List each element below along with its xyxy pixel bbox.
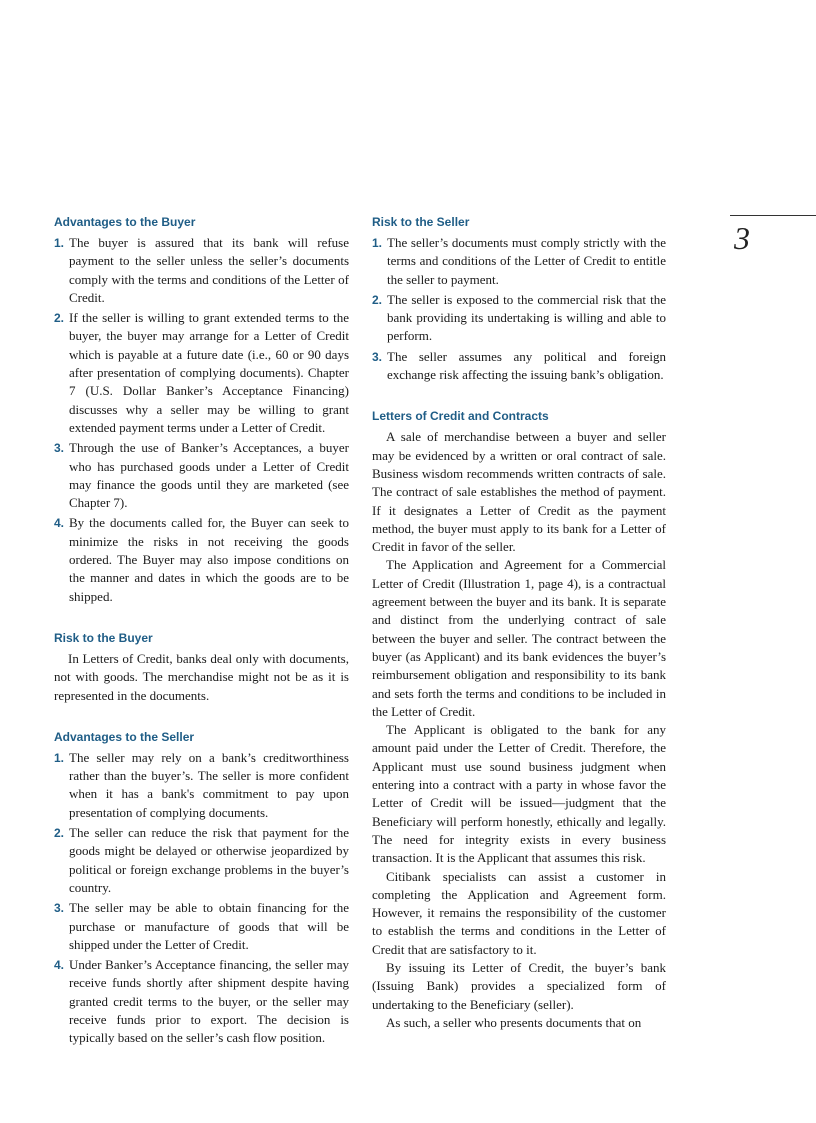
section-risk-seller (372, 214, 666, 384)
section-loc-contracts (372, 408, 666, 1032)
item-number: 1. (54, 750, 65, 765)
item-number: 2. (54, 311, 65, 326)
item-text: The seller may be able to obtain financing for the purchase or manufacture of goods that will be shipped under the Letter of Credit. (69, 900, 349, 952)
item-text: The seller can reduce the risk that payment for the goods might be delayed or otherwise jeopardized by political or foreign exchange problems in the buyer’s country. (69, 825, 349, 895)
list-item (372, 291, 666, 346)
list-item (54, 956, 349, 1047)
item-text: The seller assumes any political and foreign exchange risk affecting the issuing bank’s obligation. (387, 348, 666, 383)
list-item (54, 234, 349, 307)
list-item (372, 234, 666, 289)
list-item (54, 439, 349, 512)
item-text: Through the use of Banker’s Acceptances, a buyer who has purchased goods under a Letter of Credit may finance the goods until they are marketed (see Chapter 7). (69, 440, 349, 511)
section-heading: Risk to the Seller (372, 215, 470, 229)
item-text: If the seller is willing to grant extended terms to the buyer, the buyer may arrange for a Letter of Credit which is payable at a future date (i.e., 60 or 90 days after presentation of complying documents). Chapter 7 (U.S. Dollar Banker’s Acceptance Financing) discusses why a seller may be willing to grant extended payment terms under a Letter of Credit. (69, 310, 349, 435)
item-text: The seller is exposed to the commercial risk that the bank providing its undertaking is willing and able to perform. (387, 291, 666, 344)
list-item (54, 899, 349, 954)
numbered-list (54, 234, 349, 606)
section-risk-buyer (54, 630, 349, 705)
numbered-list (372, 234, 666, 384)
body-paragraph: The Application and Agreement for a Commercial Letter of Credit (Illustration 1, page 4), is a contractual agreement between the buyer and its bank. It is separate and distinct from the underlying contract of sale between the buyer and seller. The contract between the buyer (as Applicant) and its bank evidences the buyer’s reimbursement obligation and responsibility to its bank and sets forth the terms and conditions to be included in the Letter of Credit. (372, 557, 666, 719)
item-text: The buyer is assured that its bank will refuse payment to the seller unless the seller’s documents comply with the terms and conditions of the Letter of Credit. (69, 235, 349, 305)
section-advantages-buyer (54, 214, 349, 606)
section-heading: Advantages to the Seller (54, 729, 195, 744)
list-item (54, 309, 349, 437)
item-text: The seller’s documents must comply strictly with the terms and conditions of the Letter of Credit to entitle the seller to payment. (387, 235, 666, 287)
body-paragraph: The Applicant is obligated to the bank for any amount paid under the Letter of Credit. Therefore, the Applicant must use sound business judgment when entering into a contract with a party in whose favor the Letter of Credit will be issued—judgment that the Beneficiary will perform honestly, ethically and legally. The need for integrity exists in every business transaction. It is the Applicant that assumes this risk. (372, 722, 666, 866)
body-paragraph: As such, a seller who presents documents that on (386, 1014, 642, 1030)
item-number: 2. (372, 292, 383, 307)
body-paragraph: A sale of merchandise between a buyer and seller may be evidenced by a written or oral contract of sale. Business wisdom recommends written contracts of sale. The contract of sale establishes the method of payment. If it designates a Letter of Credit as the payment method, the buyer must apply to its bank for a Letter of Credit in favor of the seller. (372, 429, 666, 555)
item-number: 3. (372, 349, 383, 364)
item-number: 1. (54, 236, 65, 250)
item-number: 4. (54, 958, 65, 973)
item-text: The seller may rely on a bank’s creditworthiness rather than the buyer’s. The seller is more confident when it has a bank's commitment to pay upon presentation of complying documents. (69, 749, 349, 820)
body-paragraph: Citibank specialists can assist a customer in completing the Application and Agreement form. However, it remains the responsibility of the customer to establish the terms and conditions in the Letter of Credit that are satisfactory to it. (372, 868, 666, 957)
numbered-list (54, 749, 349, 1048)
list-item (372, 348, 666, 385)
section-heading: Risk to the Buyer (54, 630, 153, 645)
list-item (54, 824, 349, 897)
list-item (54, 749, 349, 822)
item-number: 3. (54, 441, 65, 456)
section-advantages-seller (54, 729, 349, 1048)
item-number: 1. (372, 236, 383, 250)
item-number: 4. (54, 516, 65, 531)
list-item (54, 514, 349, 605)
body-paragraph: In Letters of Credit, banks deal only with documents, not with goods. The merchandise might not be as it is represented in the documents. (54, 650, 349, 703)
body-paragraph: By issuing its Letter of Credit, the buyer’s bank (Issuing Bank) provides a specialized form of undertaking to the Beneficiary (seller). (372, 959, 666, 1012)
chapter-rule (730, 215, 816, 216)
item-number: 2. (54, 826, 65, 841)
left-column (54, 214, 349, 1072)
item-text: Under Banker’s Acceptance financing, the seller may receive funds shortly after shipment despite having granted credit terms to the buyer, or the seller may receive funds prior to export. The decision is typically based on the seller’s cash flow position. (69, 957, 349, 1046)
section-heading: Letters of Credit and Contracts (372, 409, 549, 424)
right-column (372, 214, 666, 1056)
chapter-number: 3 (734, 220, 750, 256)
section-heading: Advantages to the Buyer (54, 215, 196, 229)
item-text: By the documents called for, the Buyer can seek to minimize the risks in not receiving the goods ordered. The Buyer may also impose conditions on the manner and dates in which the goods are to be shipped. (69, 515, 349, 604)
item-number: 3. (54, 901, 65, 916)
